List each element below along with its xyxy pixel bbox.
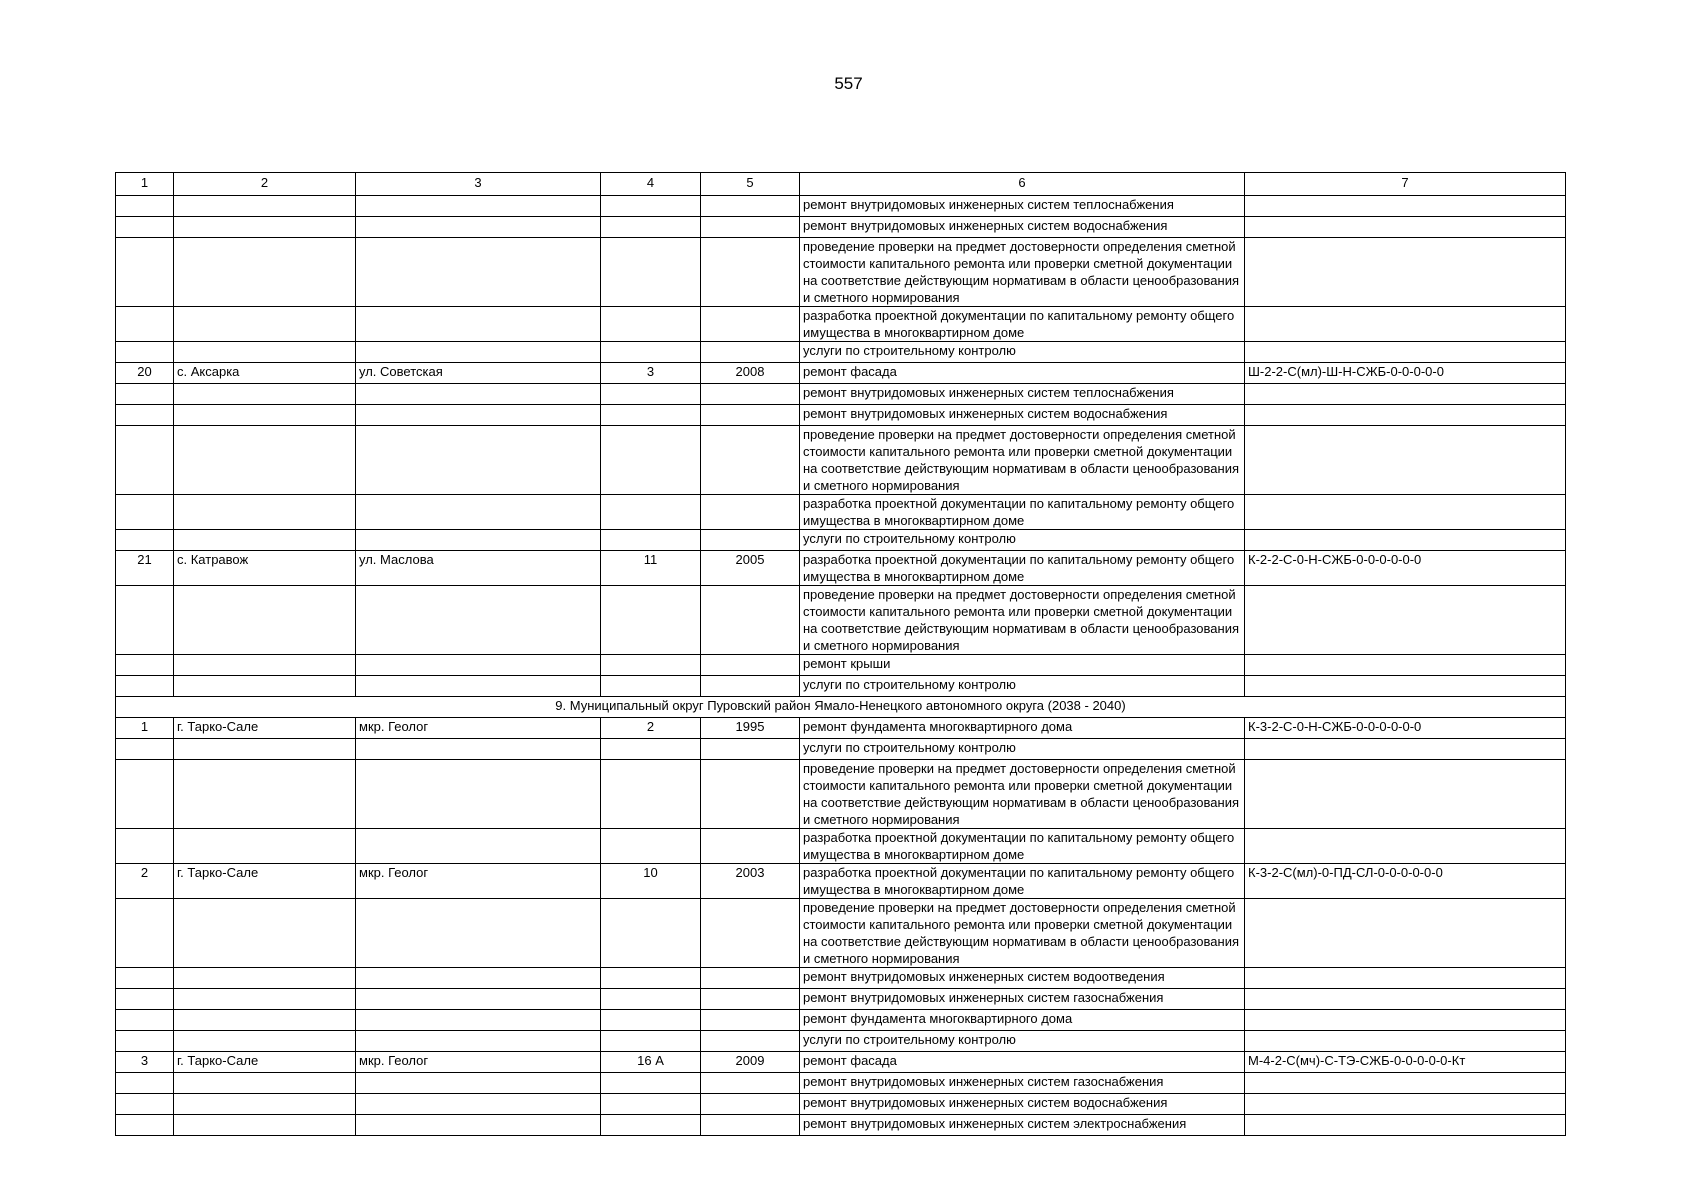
cell-house-number	[601, 760, 701, 829]
cell-work-type: ремонт внутридомовых инженерных систем теплоснабжения	[800, 384, 1245, 405]
cell-work-type: проведение проверки на предмет достоверности определения сметной стоимости капитального ремонта или проверки сметной документации на соответствие действующим нормативам в области ценообразования и сметного нормирования	[800, 899, 1245, 968]
cell-row-number	[116, 676, 174, 697]
cell-year	[701, 495, 800, 530]
cell-row-number: 21	[116, 551, 174, 586]
cell-settlement: с. Аксарка	[174, 363, 356, 384]
cell-work-type: ремонт фасада	[800, 363, 1245, 384]
cell-settlement: г. Тарко-Сале	[174, 718, 356, 739]
header-cell-1: 1	[116, 173, 174, 196]
cell-year	[701, 405, 800, 426]
cell-year	[701, 217, 800, 238]
cell-house-number: 16 А	[601, 1052, 701, 1073]
cell-settlement	[174, 217, 356, 238]
cell-settlement	[174, 426, 356, 495]
cell-house-number	[601, 1031, 701, 1052]
cell-house-number	[601, 1094, 701, 1115]
table-row	[116, 989, 1566, 1010]
cell-street	[356, 238, 601, 307]
table-row	[116, 718, 1566, 739]
cell-street	[356, 1073, 601, 1094]
table-row	[116, 342, 1566, 363]
cell-house-code: М-4-2-С(мч)-С-ТЭ-СЖБ-0-0-0-0-0-Кт	[1245, 1052, 1566, 1073]
cell-house-code	[1245, 899, 1566, 968]
cell-house-code	[1245, 1115, 1566, 1136]
cell-settlement	[174, 1031, 356, 1052]
cell-house-number	[601, 739, 701, 760]
cell-house-number	[601, 989, 701, 1010]
cell-row-number	[116, 1094, 174, 1115]
cell-house-number: 10	[601, 864, 701, 899]
header-cell-4: 4	[601, 173, 701, 196]
cell-settlement	[174, 989, 356, 1010]
header-cell-3: 3	[356, 173, 601, 196]
cell-house-number	[601, 307, 701, 342]
table-row	[116, 238, 1566, 307]
cell-settlement: с. Катравож	[174, 551, 356, 586]
table-row	[116, 655, 1566, 676]
cell-row-number	[116, 586, 174, 655]
table-row	[116, 405, 1566, 426]
cell-row-number	[116, 760, 174, 829]
cell-year	[701, 989, 800, 1010]
table-row	[116, 551, 1566, 586]
cell-work-type: услуги по строительному контролю	[800, 342, 1245, 363]
cell-house-number	[601, 217, 701, 238]
cell-year	[701, 1094, 800, 1115]
cell-street	[356, 217, 601, 238]
cell-row-number: 1	[116, 718, 174, 739]
table-body	[116, 173, 1566, 1136]
cell-street	[356, 495, 601, 530]
cell-house-number	[601, 586, 701, 655]
header-row	[116, 173, 1566, 196]
table-row	[116, 864, 1566, 899]
cell-year	[701, 307, 800, 342]
cell-house-number	[601, 899, 701, 968]
cell-work-type: разработка проектной документации по капитальному ремонту общего имущества в многоквартирном доме	[800, 829, 1245, 864]
cell-year	[701, 1115, 800, 1136]
table-row	[116, 1073, 1566, 1094]
cell-house-number	[601, 405, 701, 426]
cell-house-number	[601, 1115, 701, 1136]
cell-settlement	[174, 676, 356, 697]
cell-settlement	[174, 405, 356, 426]
cell-house-number	[601, 829, 701, 864]
cell-year	[701, 196, 800, 217]
cell-house-code	[1245, 238, 1566, 307]
cell-house-code	[1245, 384, 1566, 405]
cell-settlement: г. Тарко-Сале	[174, 1052, 356, 1073]
cell-street	[356, 586, 601, 655]
table-row	[116, 1115, 1566, 1136]
cell-house-code	[1245, 1094, 1566, 1115]
cell-street: мкр. Геолог	[356, 864, 601, 899]
cell-house-number	[601, 196, 701, 217]
cell-row-number	[116, 1073, 174, 1094]
cell-work-type: услуги по строительному контролю	[800, 530, 1245, 551]
cell-row-number	[116, 1010, 174, 1031]
cell-house-code	[1245, 426, 1566, 495]
cell-house-code	[1245, 739, 1566, 760]
cell-house-number	[601, 238, 701, 307]
cell-year: 2009	[701, 1052, 800, 1073]
cell-street	[356, 989, 601, 1010]
cell-year	[701, 739, 800, 760]
cell-row-number	[116, 196, 174, 217]
cell-work-type: ремонт крыши	[800, 655, 1245, 676]
cell-street	[356, 1010, 601, 1031]
capital-repair-table	[115, 172, 1566, 1136]
cell-year	[701, 676, 800, 697]
cell-settlement	[174, 760, 356, 829]
cell-year	[701, 426, 800, 495]
cell-work-type: разработка проектной документации по капитальному ремонту общего имущества в многоквартирном доме	[800, 495, 1245, 530]
cell-work-type: ремонт фундамента многоквартирного дома	[800, 718, 1245, 739]
cell-house-number	[601, 342, 701, 363]
cell-work-type: разработка проектной документации по капитальному ремонту общего имущества в многоквартирном доме	[800, 864, 1245, 899]
cell-work-type: услуги по строительному контролю	[800, 676, 1245, 697]
cell-street: ул. Советская	[356, 363, 601, 384]
cell-house-number	[601, 1073, 701, 1094]
cell-settlement	[174, 530, 356, 551]
cell-row-number	[116, 307, 174, 342]
cell-work-type: ремонт внутридомовых инженерных систем электроснабжения	[800, 1115, 1245, 1136]
cell-row-number	[116, 989, 174, 1010]
cell-house-code	[1245, 586, 1566, 655]
table-row	[116, 829, 1566, 864]
cell-street	[356, 829, 601, 864]
table-row	[116, 1052, 1566, 1073]
cell-house-code	[1245, 405, 1566, 426]
table-row	[116, 676, 1566, 697]
cell-year: 2003	[701, 864, 800, 899]
cell-row-number	[116, 217, 174, 238]
cell-settlement: г. Тарко-Сале	[174, 864, 356, 899]
cell-work-type: услуги по строительному контролю	[800, 739, 1245, 760]
cell-house-number	[601, 530, 701, 551]
table-row	[116, 196, 1566, 217]
cell-settlement	[174, 829, 356, 864]
cell-row-number: 2	[116, 864, 174, 899]
cell-settlement	[174, 586, 356, 655]
cell-house-code: Ш-2-2-С(мл)-Ш-Н-СЖБ-0-0-0-0-0	[1245, 363, 1566, 384]
cell-work-type: ремонт фасада	[800, 1052, 1245, 1073]
cell-settlement	[174, 1115, 356, 1136]
cell-row-number	[116, 495, 174, 530]
cell-row-number	[116, 968, 174, 989]
cell-settlement	[174, 1073, 356, 1094]
cell-house-code	[1245, 1031, 1566, 1052]
cell-year	[701, 1010, 800, 1031]
cell-settlement	[174, 238, 356, 307]
cell-row-number	[116, 530, 174, 551]
header-cell-2: 2	[174, 173, 356, 196]
cell-year	[701, 968, 800, 989]
cell-house-code	[1245, 1073, 1566, 1094]
cell-work-type: разработка проектной документации по капитальному ремонту общего имущества в многоквартирном доме	[800, 307, 1245, 342]
page-number: 557	[834, 74, 863, 93]
cell-settlement	[174, 307, 356, 342]
cell-year	[701, 586, 800, 655]
cell-street	[356, 405, 601, 426]
table-row	[116, 1031, 1566, 1052]
cell-year	[701, 760, 800, 829]
header-cell-7: 7	[1245, 173, 1566, 196]
cell-house-number	[601, 426, 701, 495]
cell-street	[356, 307, 601, 342]
cell-house-number	[601, 1010, 701, 1031]
cell-settlement	[174, 655, 356, 676]
table-row	[116, 899, 1566, 968]
cell-house-code	[1245, 196, 1566, 217]
cell-work-type: ремонт внутридомовых инженерных систем водоотведения	[800, 968, 1245, 989]
cell-settlement	[174, 495, 356, 530]
cell-house-code	[1245, 760, 1566, 829]
cell-settlement	[174, 196, 356, 217]
table-row	[116, 495, 1566, 530]
cell-row-number	[116, 899, 174, 968]
cell-year: 2008	[701, 363, 800, 384]
table-row	[116, 363, 1566, 384]
cell-year	[701, 1073, 800, 1094]
cell-house-number	[601, 968, 701, 989]
cell-house-code	[1245, 1010, 1566, 1031]
cell-street	[356, 384, 601, 405]
cell-street	[356, 968, 601, 989]
cell-year: 2005	[701, 551, 800, 586]
cell-house-number: 2	[601, 718, 701, 739]
cell-house-code	[1245, 829, 1566, 864]
cell-work-type: ремонт внутридомовых инженерных систем теплоснабжения	[800, 196, 1245, 217]
cell-year: 1995	[701, 718, 800, 739]
cell-work-type: ремонт фундамента многоквартирного дома	[800, 1010, 1245, 1031]
table-row	[116, 384, 1566, 405]
section-title: 9. Муниципальный округ Пуровский район Ямало-Ненецкого автономного округа (2038 - 2040)	[116, 697, 1566, 718]
cell-house-number	[601, 655, 701, 676]
cell-street	[356, 342, 601, 363]
table-row	[116, 968, 1566, 989]
cell-year	[701, 384, 800, 405]
cell-house-number: 11	[601, 551, 701, 586]
cell-work-type: ремонт внутридомовых инженерных систем газоснабжения	[800, 1073, 1245, 1094]
cell-row-number	[116, 405, 174, 426]
cell-work-type: проведение проверки на предмет достоверности определения сметной стоимости капитального ремонта или проверки сметной документации на соответствие действующим нормативам в области ценообразования и сметного нормирования	[800, 238, 1245, 307]
cell-work-type: разработка проектной документации по капитальному ремонту общего имущества в многоквартирном доме	[800, 551, 1245, 586]
cell-house-code: К-2-2-С-0-Н-СЖБ-0-0-0-0-0-0	[1245, 551, 1566, 586]
cell-row-number	[116, 829, 174, 864]
cell-year	[701, 238, 800, 307]
cell-year	[701, 1031, 800, 1052]
cell-settlement	[174, 968, 356, 989]
header-cell-6: 6	[800, 173, 1245, 196]
cell-settlement	[174, 899, 356, 968]
cell-settlement	[174, 342, 356, 363]
cell-work-type: ремонт внутридомовых инженерных систем газоснабжения	[800, 989, 1245, 1010]
cell-house-number	[601, 384, 701, 405]
cell-street	[356, 760, 601, 829]
cell-row-number	[116, 384, 174, 405]
cell-house-code	[1245, 655, 1566, 676]
cell-work-type: ремонт внутридомовых инженерных систем водоснабжения	[800, 1094, 1245, 1115]
table-row	[116, 739, 1566, 760]
cell-house-code	[1245, 676, 1566, 697]
cell-house-code	[1245, 968, 1566, 989]
cell-settlement	[174, 384, 356, 405]
cell-work-type: проведение проверки на предмет достоверности определения сметной стоимости капитального ремонта или проверки сметной документации на соответствие действующим нормативам в области ценообразования и сметного нормирования	[800, 586, 1245, 655]
cell-row-number	[116, 655, 174, 676]
cell-street: мкр. Геолог	[356, 1052, 601, 1073]
cell-street	[356, 196, 601, 217]
cell-house-number	[601, 676, 701, 697]
table-row	[116, 1094, 1566, 1115]
cell-house-code: К-3-2-С(мл)-0-ПД-СЛ-0-0-0-0-0-0	[1245, 864, 1566, 899]
table-row	[116, 530, 1566, 551]
cell-house-number	[601, 495, 701, 530]
cell-row-number	[116, 426, 174, 495]
cell-street	[356, 1031, 601, 1052]
cell-work-type: проведение проверки на предмет достоверности определения сметной стоимости капитального ремонта или проверки сметной документации на соответствие действующим нормативам в области ценообразования и сметного нормирования	[800, 426, 1245, 495]
cell-street: мкр. Геолог	[356, 718, 601, 739]
cell-house-code	[1245, 530, 1566, 551]
cell-street	[356, 1115, 601, 1136]
cell-row-number	[116, 238, 174, 307]
cell-row-number	[116, 739, 174, 760]
cell-house-code	[1245, 307, 1566, 342]
cell-work-type: ремонт внутридомовых инженерных систем водоснабжения	[800, 405, 1245, 426]
cell-settlement	[174, 1010, 356, 1031]
cell-street	[356, 676, 601, 697]
cell-row-number	[116, 1031, 174, 1052]
cell-work-type: проведение проверки на предмет достоверности определения сметной стоимости капитального ремонта или проверки сметной документации на соответствие действующим нормативам в области ценообразования и сметного нормирования	[800, 760, 1245, 829]
cell-row-number	[116, 1115, 174, 1136]
header-cell-5: 5	[701, 173, 800, 196]
cell-street	[356, 899, 601, 968]
cell-row-number: 3	[116, 1052, 174, 1073]
cell-year	[701, 829, 800, 864]
cell-street	[356, 530, 601, 551]
table-row	[116, 217, 1566, 238]
cell-settlement	[174, 739, 356, 760]
table-row	[116, 586, 1566, 655]
table-row	[116, 1010, 1566, 1031]
cell-year	[701, 342, 800, 363]
cell-year	[701, 530, 800, 551]
cell-street	[356, 739, 601, 760]
cell-row-number: 20	[116, 363, 174, 384]
cell-house-code	[1245, 342, 1566, 363]
table-row	[116, 307, 1566, 342]
cell-street	[356, 1094, 601, 1115]
cell-house-code: К-3-2-С-0-Н-СЖБ-0-0-0-0-0-0	[1245, 718, 1566, 739]
cell-year	[701, 899, 800, 968]
cell-street	[356, 655, 601, 676]
table-row	[116, 760, 1566, 829]
section-row	[116, 697, 1566, 718]
table-row	[116, 426, 1566, 495]
cell-year	[701, 655, 800, 676]
cell-work-type: услуги по строительному контролю	[800, 1031, 1245, 1052]
cell-house-number: 3	[601, 363, 701, 384]
cell-street	[356, 426, 601, 495]
cell-house-code	[1245, 989, 1566, 1010]
cell-street: ул. Маслова	[356, 551, 601, 586]
cell-house-code	[1245, 217, 1566, 238]
cell-house-code	[1245, 495, 1566, 530]
cell-work-type: ремонт внутридомовых инженерных систем водоснабжения	[800, 217, 1245, 238]
cell-row-number	[116, 342, 174, 363]
cell-settlement	[174, 1094, 356, 1115]
